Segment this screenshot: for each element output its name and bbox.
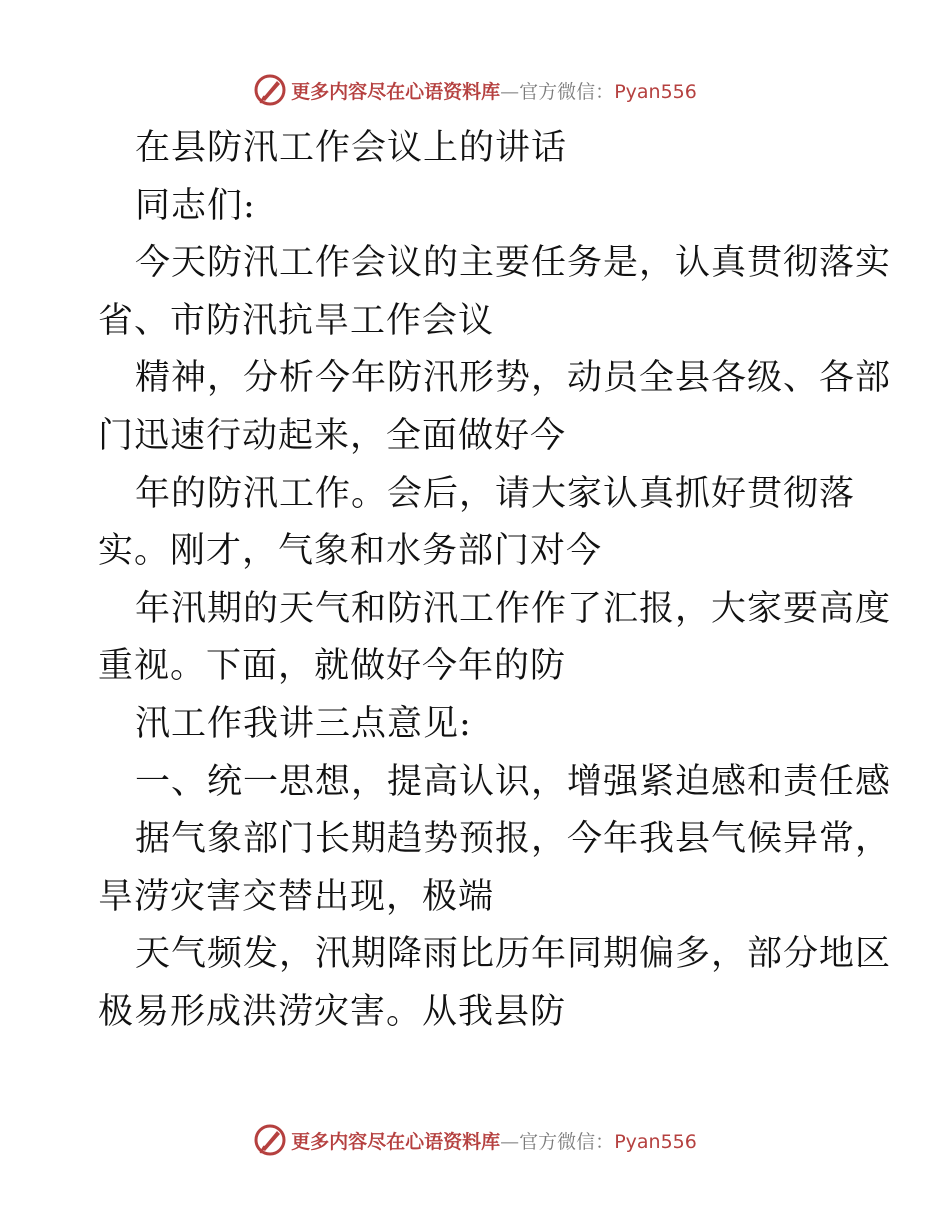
quill-pen-logo-icon — [253, 1123, 287, 1157]
paragraph-line: 重视。下面，就做好今年的防 — [98, 646, 567, 687]
paragraph-line: 据气象部门长期趋势预报，今年我县气候异常， — [135, 819, 892, 860]
paragraph-line: 一、统一思想，提高认识，增强紧迫感和责任感 — [135, 761, 892, 802]
banner-wechat-label: 官方微信： — [519, 80, 615, 103]
paragraph-line: 实。刚才，气象和水务部门对今 — [98, 531, 603, 572]
banner-wechat-id: Pyan556 — [614, 1130, 697, 1153]
paragraph-line: 同志们: — [135, 185, 256, 226]
banner-separator: — — [500, 1130, 520, 1153]
paragraph-line: 天气频发，汛期降雨比历年同期偏多，部分地区 — [135, 934, 892, 975]
paragraph-line: 在县防汛工作会议上的讲话 — [135, 128, 568, 168]
quill-pen-logo-icon — [253, 73, 287, 107]
paragraph-line: 极易形成洪涝灾害。从我县防 — [98, 991, 567, 1032]
footer-banner — [0, 1120, 950, 1160]
paragraph-line: 旱涝灾害交替出现，极端 — [98, 876, 495, 917]
header-banner — [0, 70, 950, 110]
paragraph-line: 省、市防汛抗旱工作会议 — [98, 300, 495, 341]
paragraph-line: 年汛期的天气和防汛工作作了汇报，大家要高度 — [135, 588, 892, 629]
banner-text — [291, 1127, 697, 1154]
banner-wechat-id: Pyan556 — [614, 80, 697, 103]
banner-wechat-label: 官方微信： — [519, 1130, 615, 1153]
banner-brand: 更多内容尽在心语资料库 — [291, 80, 501, 103]
document-body — [98, 120, 892, 1042]
paragraph-line: 门迅速行动起来，全面做好今 — [98, 415, 567, 456]
banner-brand: 更多内容尽在心语资料库 — [291, 1130, 501, 1153]
paragraph-line: 年的防汛工作。会后，请大家认真抓好贯彻落 — [135, 473, 856, 514]
banner-text — [291, 77, 697, 104]
paragraph-line: 今天防汛工作会议的主要任务是，认真贯彻落实 — [135, 243, 892, 284]
paragraph-line: 汛工作我讲三点意见: — [135, 703, 472, 744]
paragraph-line: 精神，分析今年防汛形势，动员全县各级、各部 — [135, 358, 892, 399]
banner-separator: — — [500, 80, 520, 103]
